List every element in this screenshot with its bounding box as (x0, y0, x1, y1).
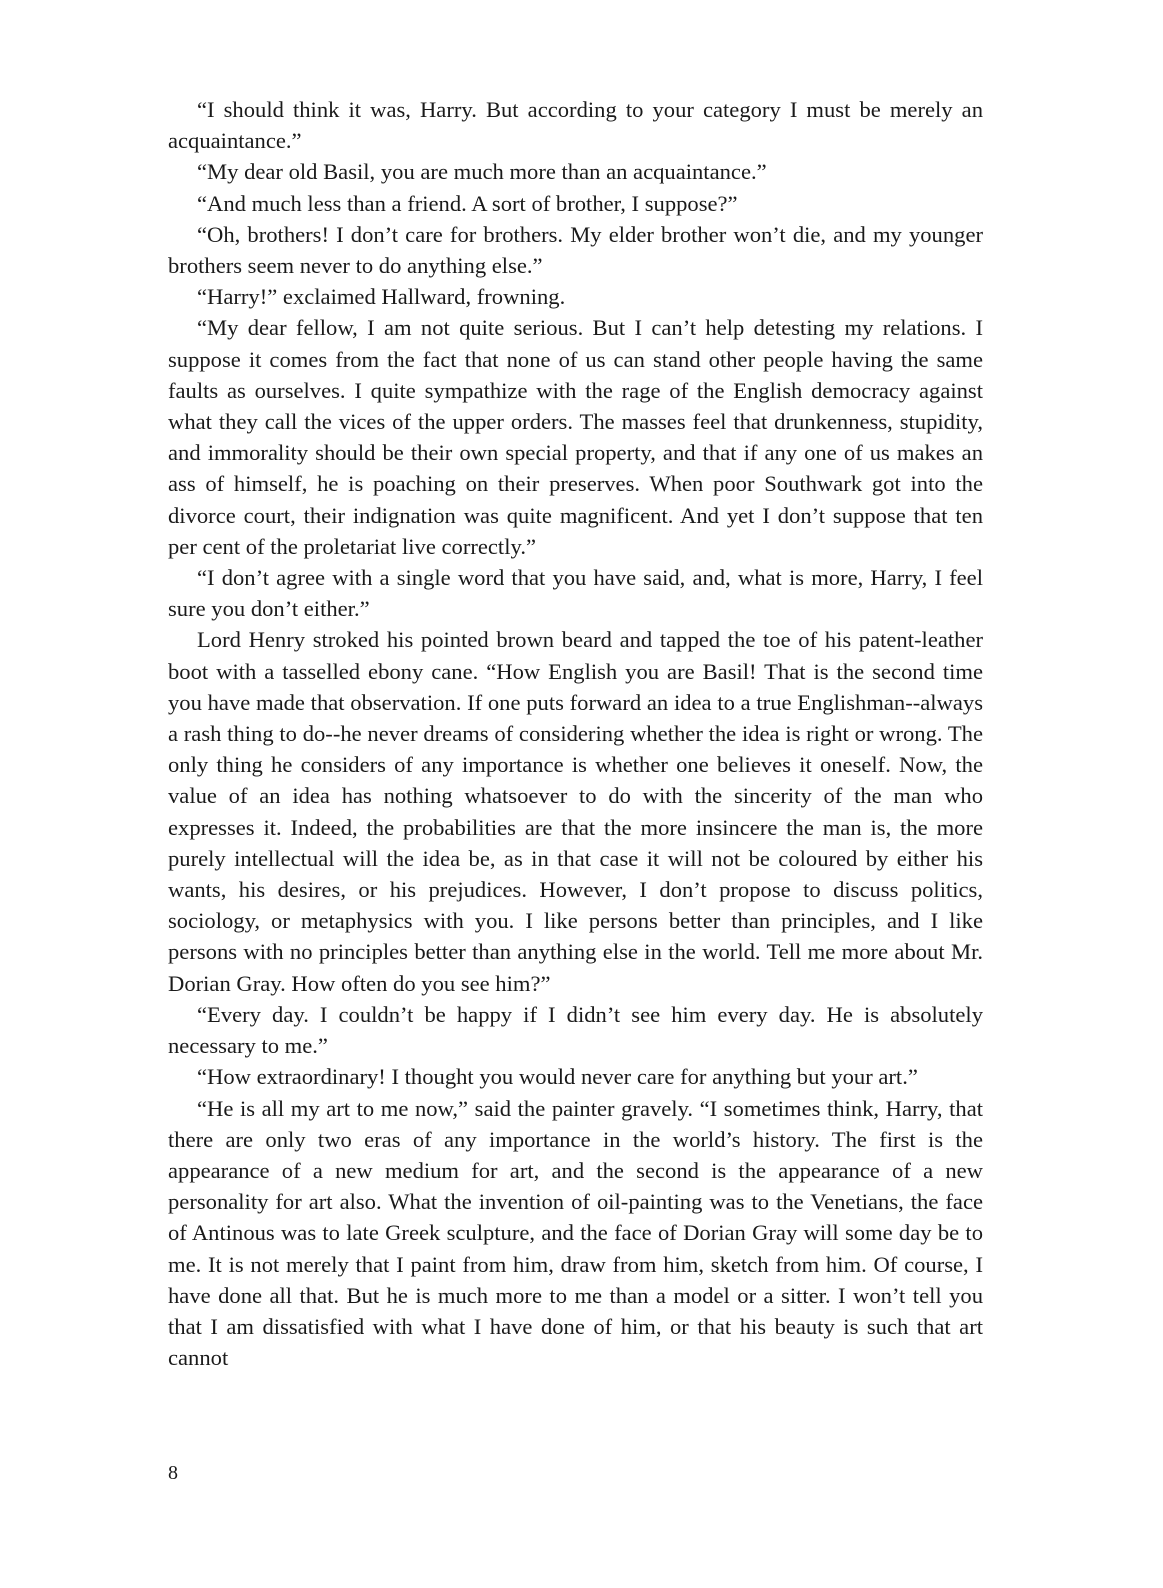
paragraph: “He is all my art to me now,” said the painter gravely. “I sometimes think, Harry, that there are only two eras of any importance in the world’s history. The first is the appearance of a new medium for art, and the second is the appearance of a new personality for art also. What the invention of oil-painting was to the Venetians, the face of Antinous was to late Greek sculpture, and the face of Dorian Gray will some day be to me. It is not merely that I paint from him, draw from him, sketch from him. Of course, I have done all that. But he is much more to me than a model or a sitter. I won’t tell you that I am dissatisfied with what I have done of him, or that his beauty is such that art cannot (168, 1095, 983, 1371)
paragraph: “I don’t agree with a single word that you have said, and, what is more, Harry, I feel sure you don’t either.” (168, 565, 983, 622)
paragraph: “Oh, brothers! I don’t care for brothers. My elder brother won’t die, and my younger brothers seem never to do anything else.” (168, 221, 983, 279)
paragraph: “How extraordinary! I thought you would never care for anything but your art.” (197, 1064, 918, 1090)
page-body (168, 94, 983, 1373)
paragraph: “Harry!” exclaimed Hallward, frowning. (197, 284, 566, 310)
paragraph: “My dear fellow, I am not quite serious. But I can’t help detesting my relations. I suppose it comes from the fact that none of us can stand other people having the same faults as ourselves. I quite sympathize with the rage of the English democracy against what they call the vices of the upper orders. The masses feel that drunkenness, stupidity, and immorality should be their own special property, and that if any one of us makes an ass of himself, he is poaching on their preserves. When poor Southwark got into the divorce court, their indignation was quite magnificent. And yet I don’t suppose that ten per cent of the proletariat live correctly.” (168, 315, 983, 559)
paragraph: “My dear old Basil, you are much more than an acquaintance.” (197, 159, 767, 185)
paragraph: Lord Henry stroked his pointed brown beard and tapped the toe of his patent-leather boot with a tasselled ebony cane. “How English you are Basil! That is the second time you have made that observation. If one puts forward an idea to a true Englishman--always a rash thing to do--he never dreams of considering whether the idea is right or wrong. The only thing he considers of any importance is whether one believes it oneself. Now, the value of an idea has nothing whatsoever to do with the sincerity of the man who expresses it. Indeed, the probabilities are that the more insincere the man is, the more purely intellectual will the idea be, as in that case it will not be coloured by either his wants, his desires, or his prejudices. However, I don’t propose to discuss politics, sociology, or metaphysics with you. I like persons better than principles, and I like persons with no principles better than anything else in the world. Tell me more about Mr. Dorian Gray. How often do you see him?” (168, 627, 983, 996)
paragraph: “And much less than a friend. A sort of brother, I suppose?” (197, 190, 738, 216)
paragraph: “Every day. I couldn’t be happy if I didn’t see him every day. He is absolutely necessary to me.” (168, 1001, 983, 1059)
page-number: 8 (168, 1462, 178, 1484)
paragraph: “I should think it was, Harry. But according to your category I must be merely an acquaintance.” (168, 97, 983, 154)
